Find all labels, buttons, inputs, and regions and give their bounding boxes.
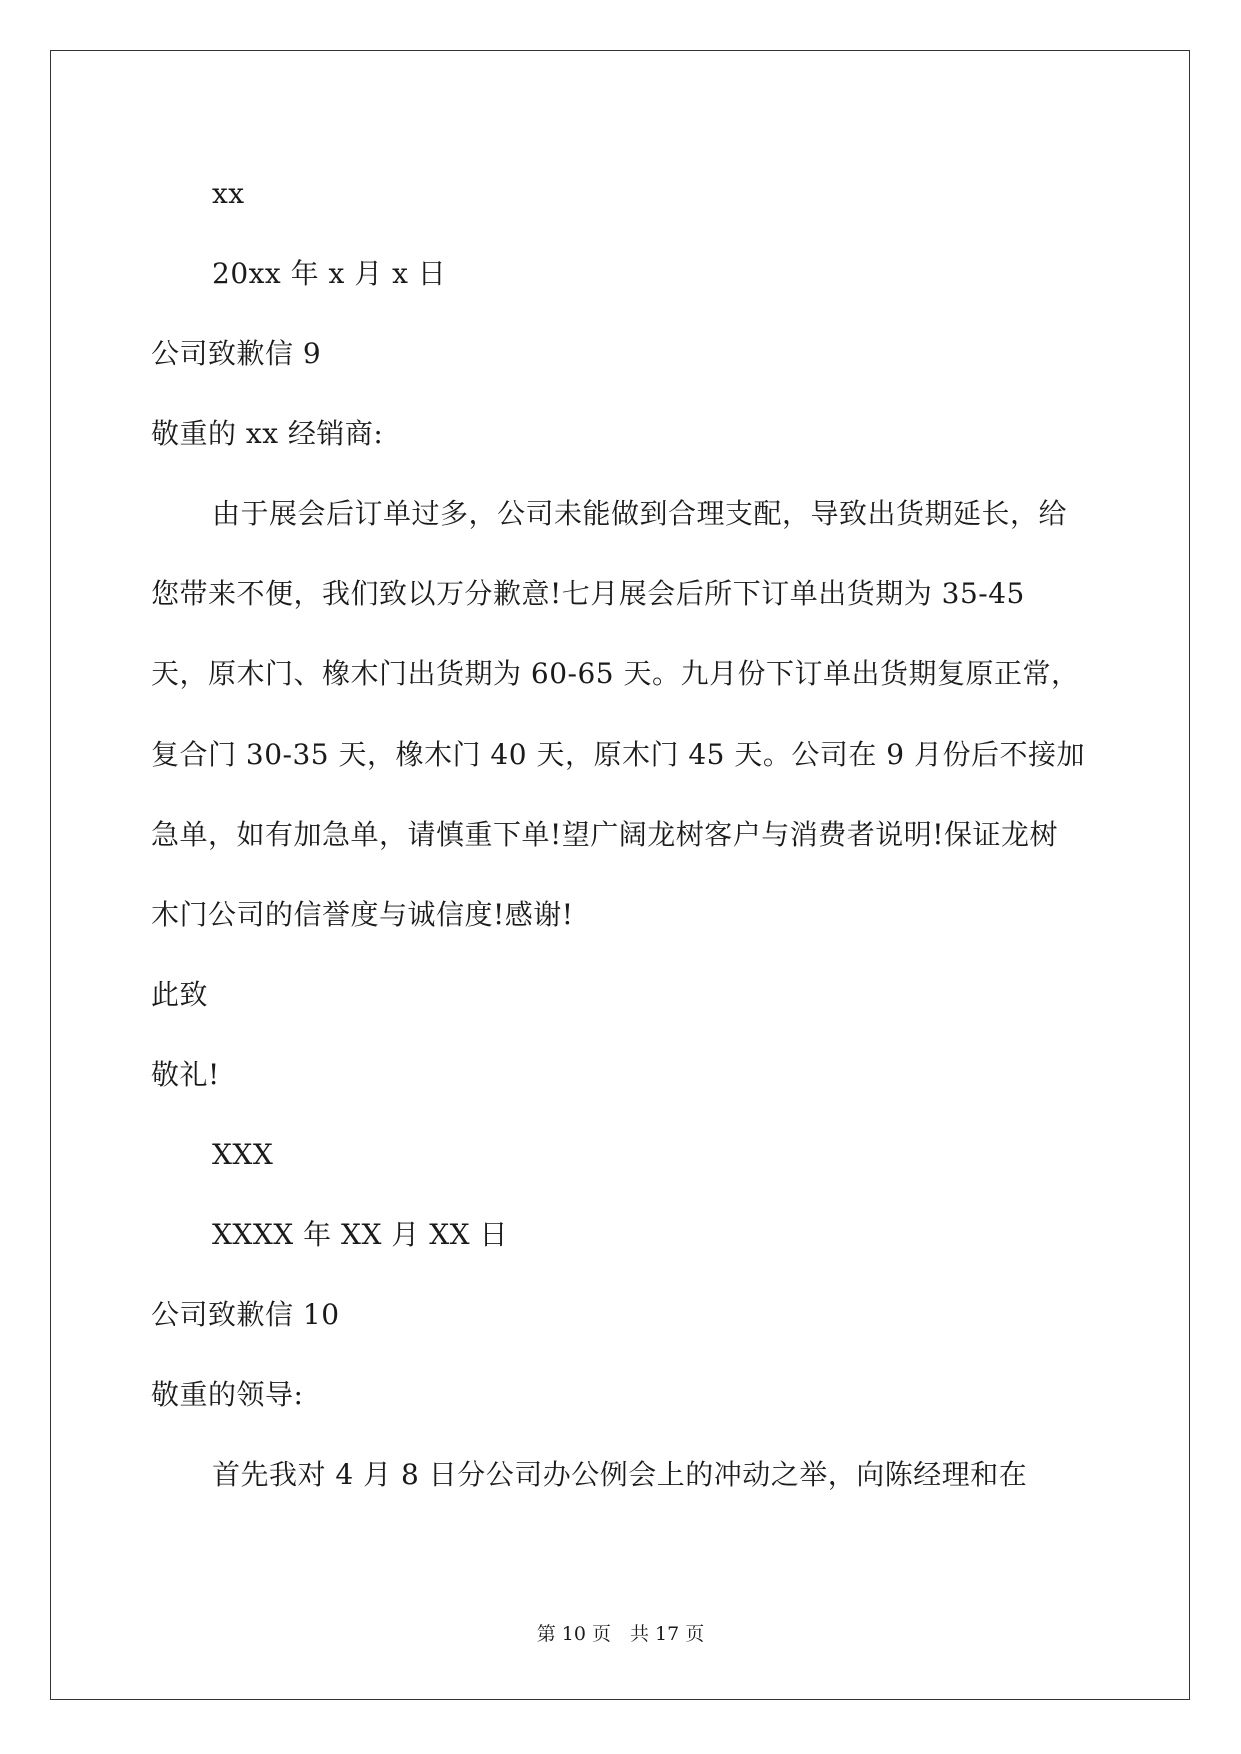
- signature-name-2: XXX: [212, 1138, 274, 1171]
- letter-date-2: XXXX 年 XX 月 XX 日: [212, 1218, 508, 1251]
- salutation-10: 敬重的领导:: [151, 1378, 304, 1411]
- letter-title-9: 公司致歉信 9: [151, 337, 322, 370]
- letter-date: 20xx 年 x 月 x 日: [212, 257, 447, 290]
- page-footer: 第 10 页 共 17 页: [536, 1623, 705, 1645]
- closing-line-1: 此致: [151, 978, 209, 1011]
- letter-body-9: 由于展会后订单过多，公司未能做到合理支配，导致出货期延长，给您带来不便，我们致以万分歉意!七月展会后所下订单出货期为 35-45 天，原木门、橡木门出货期为 60-65 天。九月份下订单出货期复原正常，复合门 30-35 天，橡木门 40 天，原木门 45 天。公司在 9 月份后不接加急单，如有加急单，请慎重下单!望广阔龙树客户与消费者说明!保证龙树木门公司的信誉度与诚信度!感谢!: [151, 497, 1085, 932]
- closing-line-2: 敬礼!: [151, 1058, 220, 1091]
- letter-body-10: 首先我对 4 月 8 日分公司办公例会上的冲动之举，向陈经理和在: [212, 1458, 1028, 1491]
- salutation-9: 敬重的 xx 经销商:: [151, 417, 384, 450]
- letter-title-10: 公司致歉信 10: [151, 1298, 340, 1331]
- signature-name: xx: [212, 177, 245, 210]
